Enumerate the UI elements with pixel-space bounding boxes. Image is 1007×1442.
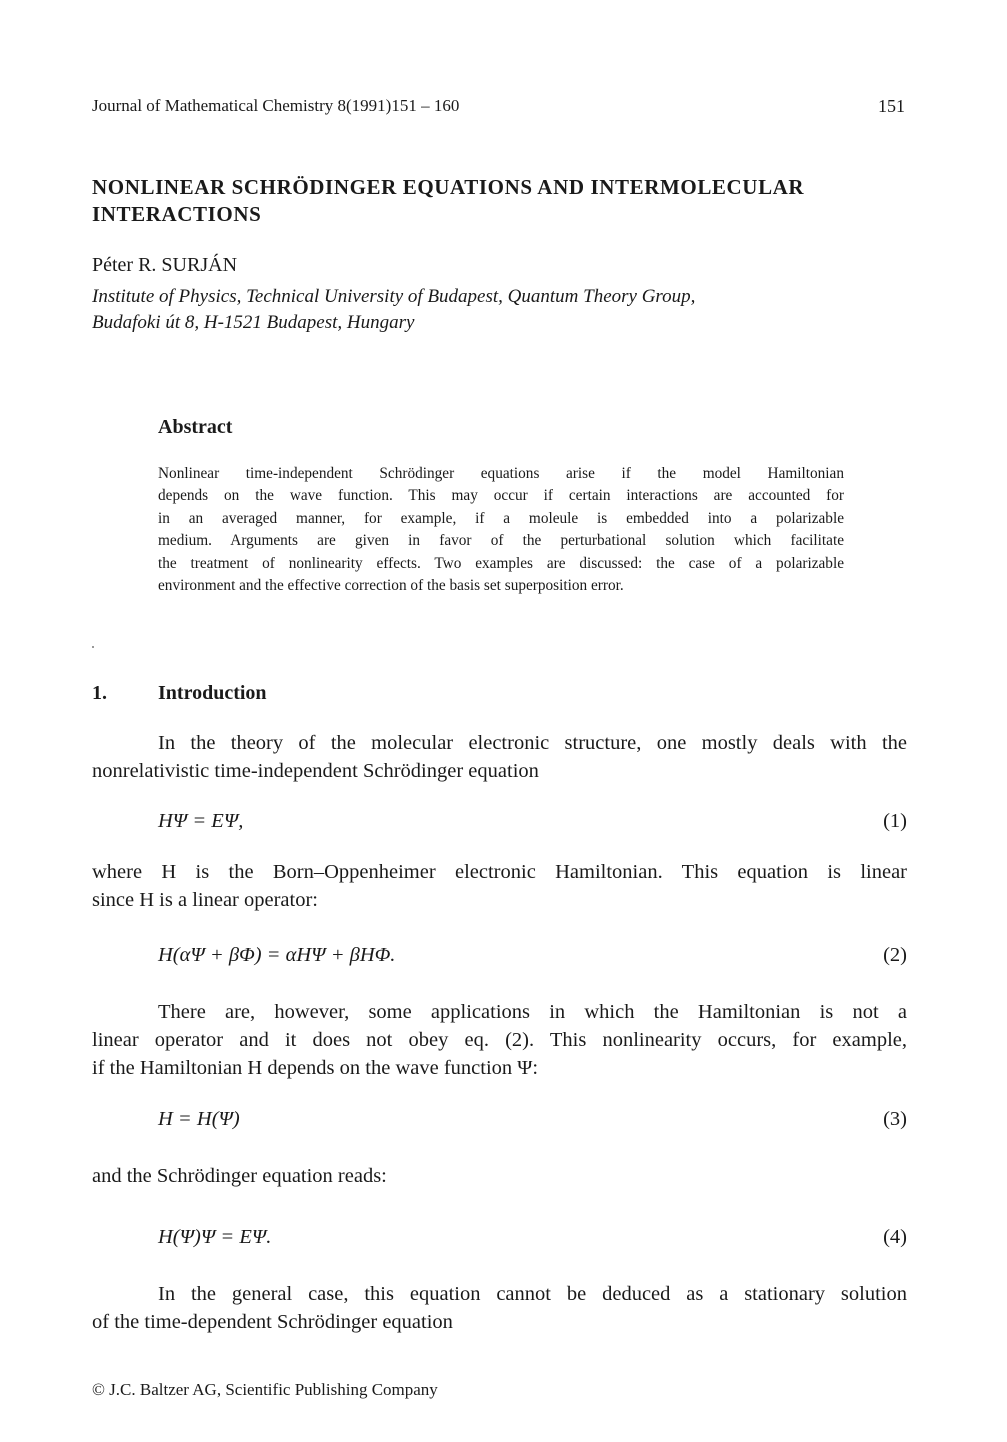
abstract-line: Nonlinear time-independent Schrödinger equations arise if the model Hamiltonian [158, 465, 844, 482]
paragraph-5 [92, 1280, 907, 1336]
paragraph-2 [92, 858, 907, 914]
text-line: nonrelativistic time-independent Schrödinger equation [92, 760, 539, 782]
equation-number-1: (1) [883, 810, 907, 832]
abstract-line: environment and the effective correction of the basis set superposition error. [158, 577, 624, 595]
paragraph-3 [92, 998, 907, 1082]
abstract-line: depends on the wave function. This may occur if certain interactions are accounted for [158, 487, 844, 505]
paragraph-1 [92, 729, 907, 785]
affiliation [92, 284, 695, 336]
paper-title: NONLINEAR SCHRÖDINGER EQUATIONS AND INTERMOLECULAR INTERACTIONS [92, 175, 805, 226]
copyright-footer: © J.C. Baltzer AG, Scientific Publishing Company [92, 1380, 438, 1399]
section-number: 1. [92, 682, 107, 704]
abstract-line: the treatment of nonlinearity effects. Two examples are discussed: the case of a polarizable [158, 554, 844, 572]
text-line: In the theory of the molecular electronic structure, one mostly deals with the [158, 732, 907, 754]
equation-number-4: (4) [883, 1226, 907, 1248]
abstract-heading: Abstract [158, 416, 233, 438]
equation-number-2: (2) [883, 944, 907, 966]
text-line: of the time-dependent Schrödinger equation [92, 1311, 453, 1333]
text-line: linear operator and it does not obey eq. (2). This nonlinearity occurs, for example, [92, 1029, 907, 1051]
paragraph-4 [92, 1162, 907, 1190]
text-line: where H is the Born–Oppenheimer electronic Hamiltonian. This equation is linear [92, 861, 907, 883]
page-number: 151 [878, 96, 905, 116]
running-head: Journal of Mathematical Chemistry 8(1991)151 – 160 [92, 96, 460, 115]
equation-3: H = H(Ψ) [158, 1108, 240, 1130]
text-line: if the Hamiltonian H depends on the wave function Ψ: [92, 1057, 539, 1079]
abstract-line: medium. Arguments are given in favor of the perturbational solution which facilitate [158, 532, 844, 550]
text-line: There are, however, some applications in which the Hamiltonian is not a [158, 1001, 907, 1023]
scan-speck [92, 646, 94, 648]
equation-2: H(αΨ + βΦ) = αHΨ + βHΦ. [158, 944, 396, 966]
section-title: Introduction [158, 682, 267, 704]
abstract-line: in an averaged manner, for example, if a moleule is embedded into a polarizable [158, 509, 844, 527]
text-line: In the general case, this equation cannot be deduced as a stationary solution [158, 1283, 907, 1305]
abstract-text [158, 463, 844, 597]
equation-1: HΨ = EΨ, [158, 810, 244, 832]
equation-4: H(Ψ)Ψ = EΨ. [158, 1226, 272, 1248]
text-line: and the Schrödinger equation reads: [92, 1165, 387, 1187]
author: Péter R. SURJÁN [92, 254, 238, 276]
affiliation-line: Budafoki út 8, H-1521 Budapest, Hungary [92, 312, 415, 333]
text-line: since H is a linear operator: [92, 889, 318, 911]
affiliation-line: Institute of Physics, Technical University of Budapest, Quantum Theory Group, [92, 286, 696, 307]
equation-number-3: (3) [883, 1108, 907, 1130]
